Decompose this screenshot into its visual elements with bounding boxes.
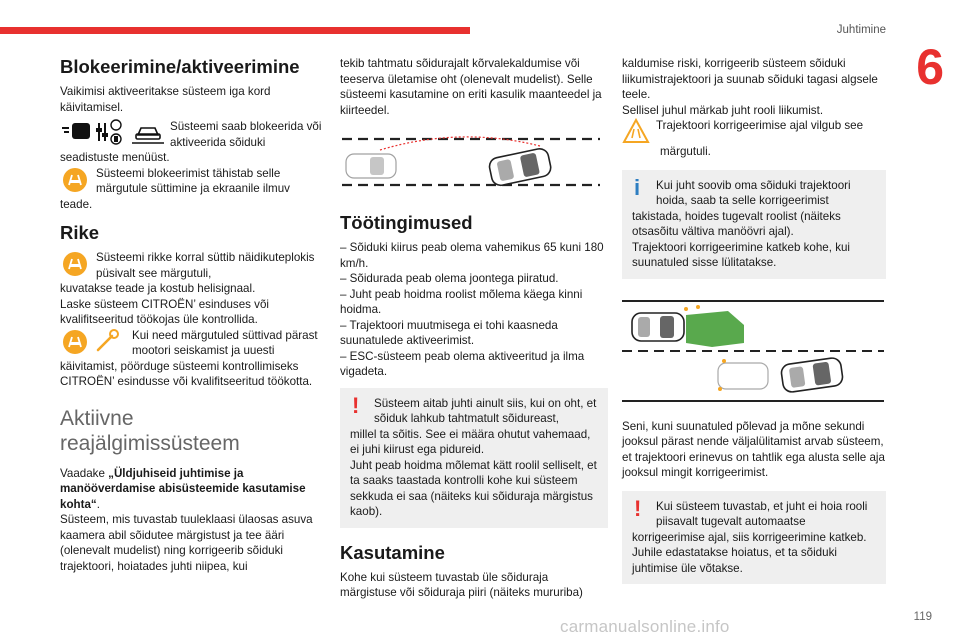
condition-1: – Sõiduki kiirus peab olema vahemikus 65 kuni 180 km/h.: [340, 241, 604, 270]
heading-block-activate: Blokeerimine/aktiveerimine: [60, 56, 300, 77]
paragraph-continued: tekib tahtmatu sõidurajalt kõrvalekaldumise või teeserva ületamise oht (olenevalt mudelist). Selle süsteemi kasutamine on eriti kasulik maanteedel ja kiirteedel.: [340, 57, 602, 117]
section-name: Juhtimine: [836, 24, 886, 36]
condition-5: – ESC-süsteem peab olema aktiveeritud ja ilma vigadeta.: [340, 349, 585, 378]
paragraph-light-b: märgutuli.: [660, 145, 711, 158]
correction-zone: [686, 311, 744, 347]
heading-fault: Rike: [60, 222, 100, 243]
menu-icons-row: [60, 119, 328, 150]
paragraph-steering: Sellisel juhul märkab juht rooli liikumist.: [622, 103, 824, 117]
fault-lights-row: [60, 328, 328, 359]
paragraph-fault-c: Laske süsteem CITROËN’ esinduses või kvalifitseeritud töökojas üle kontrollida.: [60, 297, 269, 326]
warning-icon: !: [352, 392, 360, 418]
column-3: [622, 56, 886, 584]
condition-4: – Trajektoori muutmisega ei tohi kaasneda suunatulede aktiveerimist.: [340, 318, 558, 347]
warning-text-1: Süsteem aitab juhti ainult siis, kui on oht, et sõiduk lahkub tahtmatult sõidureast,: [374, 396, 597, 425]
info-box: [622, 170, 886, 279]
column-2: [340, 56, 608, 601]
settings-sliders-icon: [96, 120, 121, 144]
lane-warning-light-icon: [63, 330, 87, 354]
ghost-car: [346, 154, 396, 178]
warning-text-2: korrigeerimise ajal, siis korrigeerimine katkeb. Juhile edastatakse hoiatus, et ta sõiduki juhtimise üle võtakse.: [632, 530, 867, 575]
warning-lights-icons: [60, 328, 126, 356]
paragraph-system: Süsteem, mis tuvastab tuuleklaasi ülaosas asuva kaamera abil sõidutee märgistust ja tee ääri (olenevalt mudelist) ning korrigeerib sõiduki trajektoori, hoiatades juhti niipea, kui: [60, 513, 313, 573]
paragraph-indicator-b: teade.: [60, 197, 93, 211]
see-reference: „Üldjuhiseid juhtimise ja manööverdamise abisüsteemide kasutamise kohta“: [60, 466, 306, 511]
car-lane-icon: [132, 128, 164, 143]
paragraph-until: Seni, kuni suunatuled põlevad ja mõne sekundi jooksul pärast nende väljalülitamist arvab süsteem, et trajektoori erinevus on tahtlik ega alusta selle aja jooksul mingit korrigeerimist.: [622, 419, 885, 479]
lane-departure-illustration: [340, 132, 602, 194]
warning-box: [622, 491, 886, 585]
lane-warning-light-icon: [60, 250, 90, 278]
paragraph-continued: kaldumise riski, korrigeerib süsteem sõiduki liikumistrajektoori ja suunab sõiduki tagasi algsele teele.: [622, 57, 878, 101]
chapter-number: 6: [916, 39, 944, 95]
lane-warning-light-icon: [60, 166, 90, 194]
warning-icon: !: [634, 495, 642, 521]
paragraph-indicator-a: Süsteemi blokeerimist tähistab selle märgutule süttimine ja ekraanile ilmuv: [96, 166, 290, 195]
paragraph-usage: Kohe kui süsteem tuvastab üle sõiduraja märgistuse või sõiduraja piiri (näiteks mururiba): [340, 570, 583, 599]
paragraph-menu-a: Süsteemi saab blokeerida või aktiveerida sõiduki: [170, 120, 322, 149]
warning-text-2: millel ta sõitis. See ei määra ohutut vahemaad, ei juhi kiirust ega pidureid.: [350, 427, 591, 456]
heading-usage: Kasutamine: [340, 541, 445, 563]
warning-box: [340, 388, 608, 528]
ghost-car: [718, 363, 768, 389]
condition-3: – Juht peab hoidma roolist mõlema käega kinni hoidma.: [340, 287, 583, 316]
flash-row: [622, 118, 886, 144]
info-text-2: takistada, hoides tugevalt roolist (näiteks otsasõitu vältiva manöövri ajal).: [632, 209, 841, 238]
paragraph-light-a: Trajektoori korrigeerimise ajal vilgub see: [656, 119, 864, 132]
lane-departure-warning-icon: [622, 118, 650, 144]
info-text-1: Kui juht soovib oma sõiduki trajektoori hoida, saab ta selle korrigeerimist: [656, 178, 851, 207]
lane-change-illustration: [622, 297, 884, 405]
paragraph-fault-b: kuvatakse teade ja kostub helisignaal.: [60, 282, 256, 295]
car-ahead: [632, 313, 684, 341]
section-title-line2: reajälgimissüsteem: [60, 431, 240, 455]
paragraph-menu-b: seadistuste menüüst.: [60, 151, 170, 164]
watermark: carmanualsonline.info: [560, 617, 730, 636]
see-suffix: .: [96, 497, 100, 511]
info-text-3: Trajektoori korrigeerimine katkeb kohe, kui suunatuled sisse lülitatakse.: [632, 240, 851, 269]
section-title: [60, 406, 328, 456]
section-title-line1: Aktiivne: [60, 406, 134, 430]
fault-row: [60, 250, 328, 281]
column-1: [60, 56, 328, 574]
heading-conditions: Töötingimused: [340, 212, 473, 233]
info-icon: i: [634, 174, 641, 200]
headlight-icon: [62, 123, 90, 139]
paragraph-fault-d-a: Kui need märgutuled süttivad pärast mootori seiskamist ja uuesti: [132, 328, 318, 357]
paragraph-see: [60, 466, 328, 513]
condition-2: – Sõidurada peab olema joontega piiratud.: [340, 272, 559, 285]
vehicle-settings-icons: [60, 119, 164, 145]
paragraph-fault-d-b: käivitamist, pöörduge süsteemi kontrollimiseks CITROËN’ esindusse või kvalifitseeritud töökotta.: [60, 359, 313, 388]
car: [488, 147, 553, 187]
car: [780, 356, 843, 392]
paragraph-fault-a: Süsteemi rikke korral süttib näidikuteplokis püsivalt see märgutuli,: [96, 251, 315, 280]
header-accent-bar: [0, 27, 470, 34]
paragraph-default: Vaikimisi aktiveeritakse süsteem iga kord käivitamisel.: [60, 85, 271, 114]
wrench-icon: [98, 330, 118, 350]
see-prefix: Vaadake: [60, 466, 109, 480]
page-number: 119: [913, 611, 932, 623]
warning-text-1: Kui süsteem tuvastab, et juht ei hoia rooli piisavalt tugevalt automaatse: [656, 499, 868, 528]
indicator-row: [60, 166, 328, 197]
warning-text-3: Juht peab hoidma mõlemat kätt roolil selliselt, et ta saaks taastada kontrolli kohe kui süsteem sekkuda ei saa (näiteks kui sõiduraja märgistus kaob).: [350, 458, 597, 518]
